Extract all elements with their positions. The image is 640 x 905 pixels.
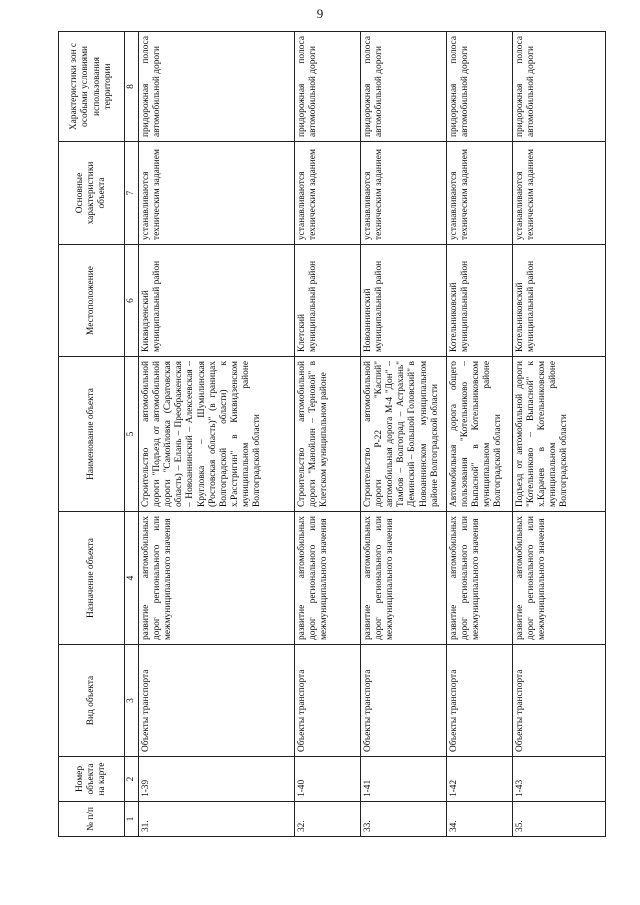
column-number: 8 (125, 32, 139, 142)
column-number: 6 (125, 245, 139, 357)
object-zones: придорожная полоса автомобильной дороги (361, 32, 447, 142)
object-name: Строительство автомобильной дороги "Манойлин – Терновой" в Клетском муниципальном районе (295, 357, 361, 512)
table-row (139, 32, 295, 837)
object-name: Подъезд от автомобильной дороги "Котельниково – Выпасной" к х.Карачев в Котельниковском муниципальном районе Волгоградской области (513, 357, 606, 512)
header-row (59, 32, 125, 837)
object-kind: Объекты транспорта (295, 645, 361, 757)
column-number: 4 (125, 512, 139, 645)
column-number: 1 (125, 802, 139, 837)
objects-table (58, 31, 606, 837)
row-number: 34. (447, 802, 513, 837)
row-number: 33. (361, 802, 447, 837)
object-name: Автомобильная дорога общего пользования "Котельниково – Выпасной" в Котельниковском муниципальном районе Волгоградской области (447, 357, 513, 512)
column-number: 7 (125, 142, 139, 245)
object-kind: Объекты транспорта (361, 645, 447, 757)
object-specs: устанавливаются техническим заданием (513, 142, 606, 245)
column-number: 2 (125, 757, 139, 802)
header-cell: Местоположение (59, 245, 125, 357)
object-purpose: развитие автомобильных дорог регионального или межмуниципального значения (447, 512, 513, 645)
map-number: 1-42 (447, 757, 513, 802)
object-kind: Объекты транспорта (447, 645, 513, 757)
object-specs: устанавливаются техническим заданием (361, 142, 447, 245)
header-cell: Вид объекта (59, 645, 125, 757)
row-number: 32. (295, 802, 361, 837)
map-number: 1-43 (513, 757, 606, 802)
map-number: 1-40 (295, 757, 361, 802)
table-row (295, 32, 361, 837)
table-frame (58, 32, 606, 837)
column-number: 3 (125, 645, 139, 757)
page-number: 9 (316, 6, 324, 21)
table-row (361, 32, 447, 837)
row-number: 31. (139, 802, 295, 837)
object-name: Строительство автомобильной дороги "Подъезд от автомобильной дороги "Самойловка (Саратовская область) – Елань – Преображенская – Новоаннинский – Алексеевская – Кругловка – Шумилинская (Ростовская область)" (в границах Волгоградской области) к х.Расстригин" в Киквидзенском муниципальном районе Волгоградской области (139, 357, 295, 512)
header-cell: Наименование объекта (59, 357, 125, 512)
object-kind: Объекты транспорта (139, 645, 295, 757)
object-zones: придорожная полоса автомобильной дороги (513, 32, 606, 142)
object-zones: придорожная полоса автомобильной дороги (139, 32, 295, 142)
object-specs: устанавливаются техническим заданием (139, 142, 295, 245)
object-kind: Объекты транспорта (513, 645, 606, 757)
object-purpose: развитие автомобильных дорог регионального или межмуниципального значения (139, 512, 295, 645)
object-location: Клетский муниципальный район (295, 245, 361, 357)
object-name: Строительство автомобильной дороги Р-22 "Каспий" автомобильная дорога М-4 "Дон" – Тамбов – Волгоград – Астрахань" Деминский – Большой Головский" в Новоаннинском муниципальном районе Волгоградской области (361, 357, 447, 512)
object-location: Котельниковский муниципальный район (447, 245, 513, 357)
table-row (513, 32, 606, 837)
column-number: 5 (125, 357, 139, 512)
row-number: 35. (513, 802, 606, 837)
map-number: 1-41 (361, 757, 447, 802)
header-cell: Назначение объекта (59, 512, 125, 645)
object-zones: придорожная полоса автомобильной дороги (447, 32, 513, 142)
object-location: Киквидзенский муниципальный район (139, 245, 295, 357)
rotated-table-wrapper (58, 32, 606, 837)
map-number: 1-39 (139, 757, 295, 802)
object-specs: устанавливаются техническим заданием (447, 142, 513, 245)
object-purpose: развитие автомобильных дорог регионального или межмуниципального значения (513, 512, 606, 645)
header-cell: Номер объекта на карте (59, 757, 125, 802)
column-number-row (125, 32, 139, 837)
header-cell: № п/п (59, 802, 125, 837)
object-specs: устанавливаются техническим заданием (295, 142, 361, 245)
header-cell: Характеристики зон с особыми условиями использования территории (59, 32, 125, 142)
object-location: Котельниковский муниципальный район (513, 245, 606, 357)
object-purpose: развитие автомобильных дорог регионального или межмуниципального значения (295, 512, 361, 645)
header-cell: Основные характеристики объекта (59, 142, 125, 245)
table-row (447, 32, 513, 837)
object-purpose: развитие автомобильных дорог регионального или межмуниципального значения (361, 512, 447, 645)
object-location: Новоаннинский муниципальный район (361, 245, 447, 357)
object-zones: придорожная полоса автомобильной дороги (295, 32, 361, 142)
